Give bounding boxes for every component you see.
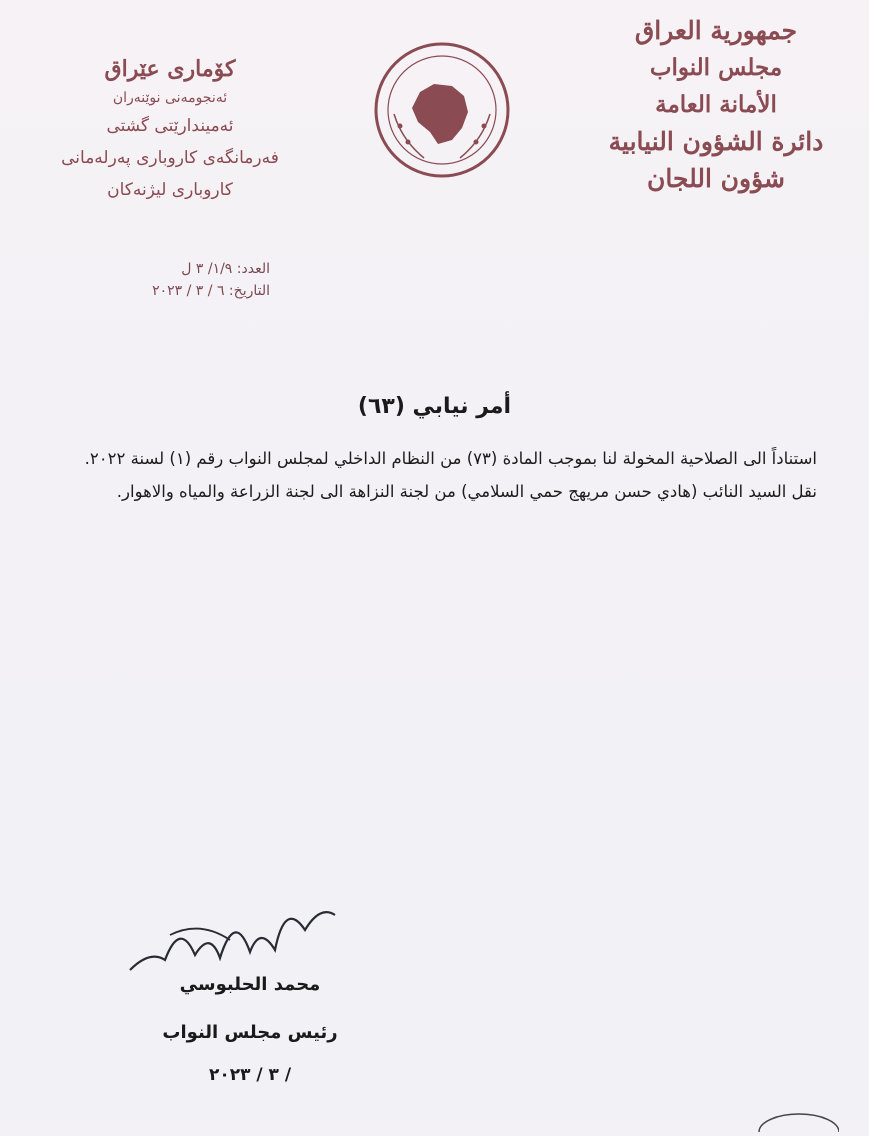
header-kurdish-secretariat: ئه‌میندارێتی گشتی <box>106 116 234 136</box>
header-kurdish-department: فه‌رمانگه‌ی کاروباری په‌رله‌مانی <box>61 148 279 168</box>
header-kurdish-section: کاروباری لیژنه‌کان <box>107 180 233 200</box>
header-secretariat: الأمانة العامة <box>655 91 777 118</box>
signer-block <box>140 965 360 1093</box>
document-title: أمر نيابي (٦٣) <box>357 394 512 419</box>
letterhead-arabic <box>591 12 841 197</box>
header-country: جمهورية العراق <box>634 16 798 45</box>
body-paragraph-2: نقل السيد النائب (هادي حسن مريهج حمي السلامي) من لجنة النزاهة الى لجنة الزراعة والمياه والاهوار. <box>116 482 817 501</box>
signer-role: رئيس مجلس النواب <box>162 1022 338 1043</box>
reference-block <box>70 258 270 302</box>
parliament-seal <box>372 40 512 180</box>
reference-date: التاريخ: ٦ / ٣ / ٢٠٢٣ <box>152 283 270 299</box>
header-section: شؤون اللجان <box>647 164 785 193</box>
partial-stamp-icon <box>749 1102 839 1132</box>
reference-number: العدد: ١/٩/ ٣ ل <box>181 261 270 277</box>
header-department: دائرة الشؤون النيابية <box>608 127 824 156</box>
seal-emblem-icon <box>372 40 512 180</box>
signer-name: محمد الحلبوسي <box>179 974 321 995</box>
header-council: مجلس النواب <box>649 54 783 81</box>
corner-mark <box>749 1102 839 1132</box>
letterhead-kurdish <box>30 52 310 206</box>
body-paragraph-1: استناداً الى الصلاحية المخولة لنا بموجب المادة (٧٣) من النظام الداخلي لمجلس النواب رقم (١) لسنة ٢٠٢٢. <box>84 449 817 468</box>
document-body <box>80 442 817 508</box>
header-kurdish-country: کۆماری عێراق <box>104 56 236 82</box>
signature-date: / ٣ / ٢٠٢٣ <box>208 1065 292 1085</box>
header-kurdish-council: ئه‌نجومه‌نی نوێنه‌ران <box>112 90 228 106</box>
